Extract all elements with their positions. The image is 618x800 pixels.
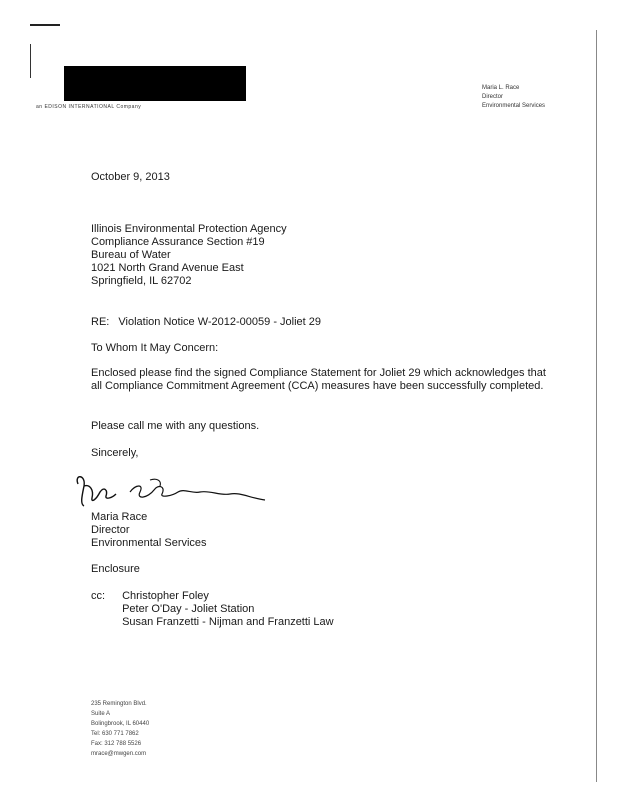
enclosure-note: Enclosure — [91, 563, 140, 575]
recipient-line: 1021 North Grand Avenue East — [91, 262, 244, 274]
cc-block — [91, 590, 334, 629]
re-subject: Violation Notice W-2012-00059 - Joliet 29 — [118, 316, 322, 328]
recipient-line: Bureau of Water — [91, 249, 171, 261]
sender-dept: Environmental Services — [482, 103, 546, 109]
cc-recipient: Christopher Foley — [122, 590, 209, 602]
closing: Sincerely, — [91, 447, 139, 459]
cc-label: cc: — [91, 590, 106, 602]
recipient-address — [91, 223, 287, 288]
cc-list — [122, 590, 334, 629]
redacted-logo — [64, 66, 246, 101]
sender-name: Maria L. Race — [482, 85, 520, 91]
recipient-line: Compliance Assurance Section #19 — [91, 236, 265, 248]
signatory-name: Maria Race — [91, 511, 148, 523]
footer-address — [91, 699, 149, 759]
sender-info — [482, 84, 545, 111]
re-label: RE: — [91, 316, 110, 328]
salutation: To Whom It May Concern: — [91, 342, 219, 354]
margin-mark — [30, 44, 31, 78]
footer-line: Suite A — [91, 711, 111, 717]
recipient-line: Springfield, IL 62702 — [91, 275, 192, 287]
body-paragraph: Please call me with any questions. — [91, 420, 260, 432]
footer-line: Bolingbrook, IL 60440 — [91, 721, 150, 727]
letter-date: October 9, 2013 — [91, 171, 170, 183]
signature-image — [70, 470, 270, 510]
sender-title: Director — [482, 94, 504, 100]
recipient-line: Illinois Environmental Protection Agency — [91, 223, 287, 235]
cc-recipient: Susan Franzetti - Nijman and Franzetti Law — [122, 616, 334, 628]
body-paragraph: Enclosed please find the signed Compliance Statement for Joliet 29 which acknowledges that all Compliance Commitment Agreement (CCA) measures have been successfully completed. — [91, 367, 546, 392]
letterhead-tagline: an EDISON INTERNATIONAL Company — [36, 104, 142, 110]
page-edge-line — [596, 30, 597, 782]
subject-line — [91, 316, 321, 328]
footer-email[interactable]: mrace@mwgen.com — [91, 751, 147, 757]
footer-line: Fax: 312 788 5526 — [91, 741, 142, 747]
signatory-department: Environmental Services — [91, 537, 207, 549]
footer-line: 235 Remington Blvd. — [91, 701, 147, 707]
header-rule — [30, 24, 60, 26]
signatory-title: Director — [91, 524, 130, 536]
cc-recipient: Peter O'Day - Joliet Station — [122, 603, 255, 615]
signatory-block — [91, 511, 207, 550]
footer-line: Tel: 630 771 7862 — [91, 731, 139, 737]
